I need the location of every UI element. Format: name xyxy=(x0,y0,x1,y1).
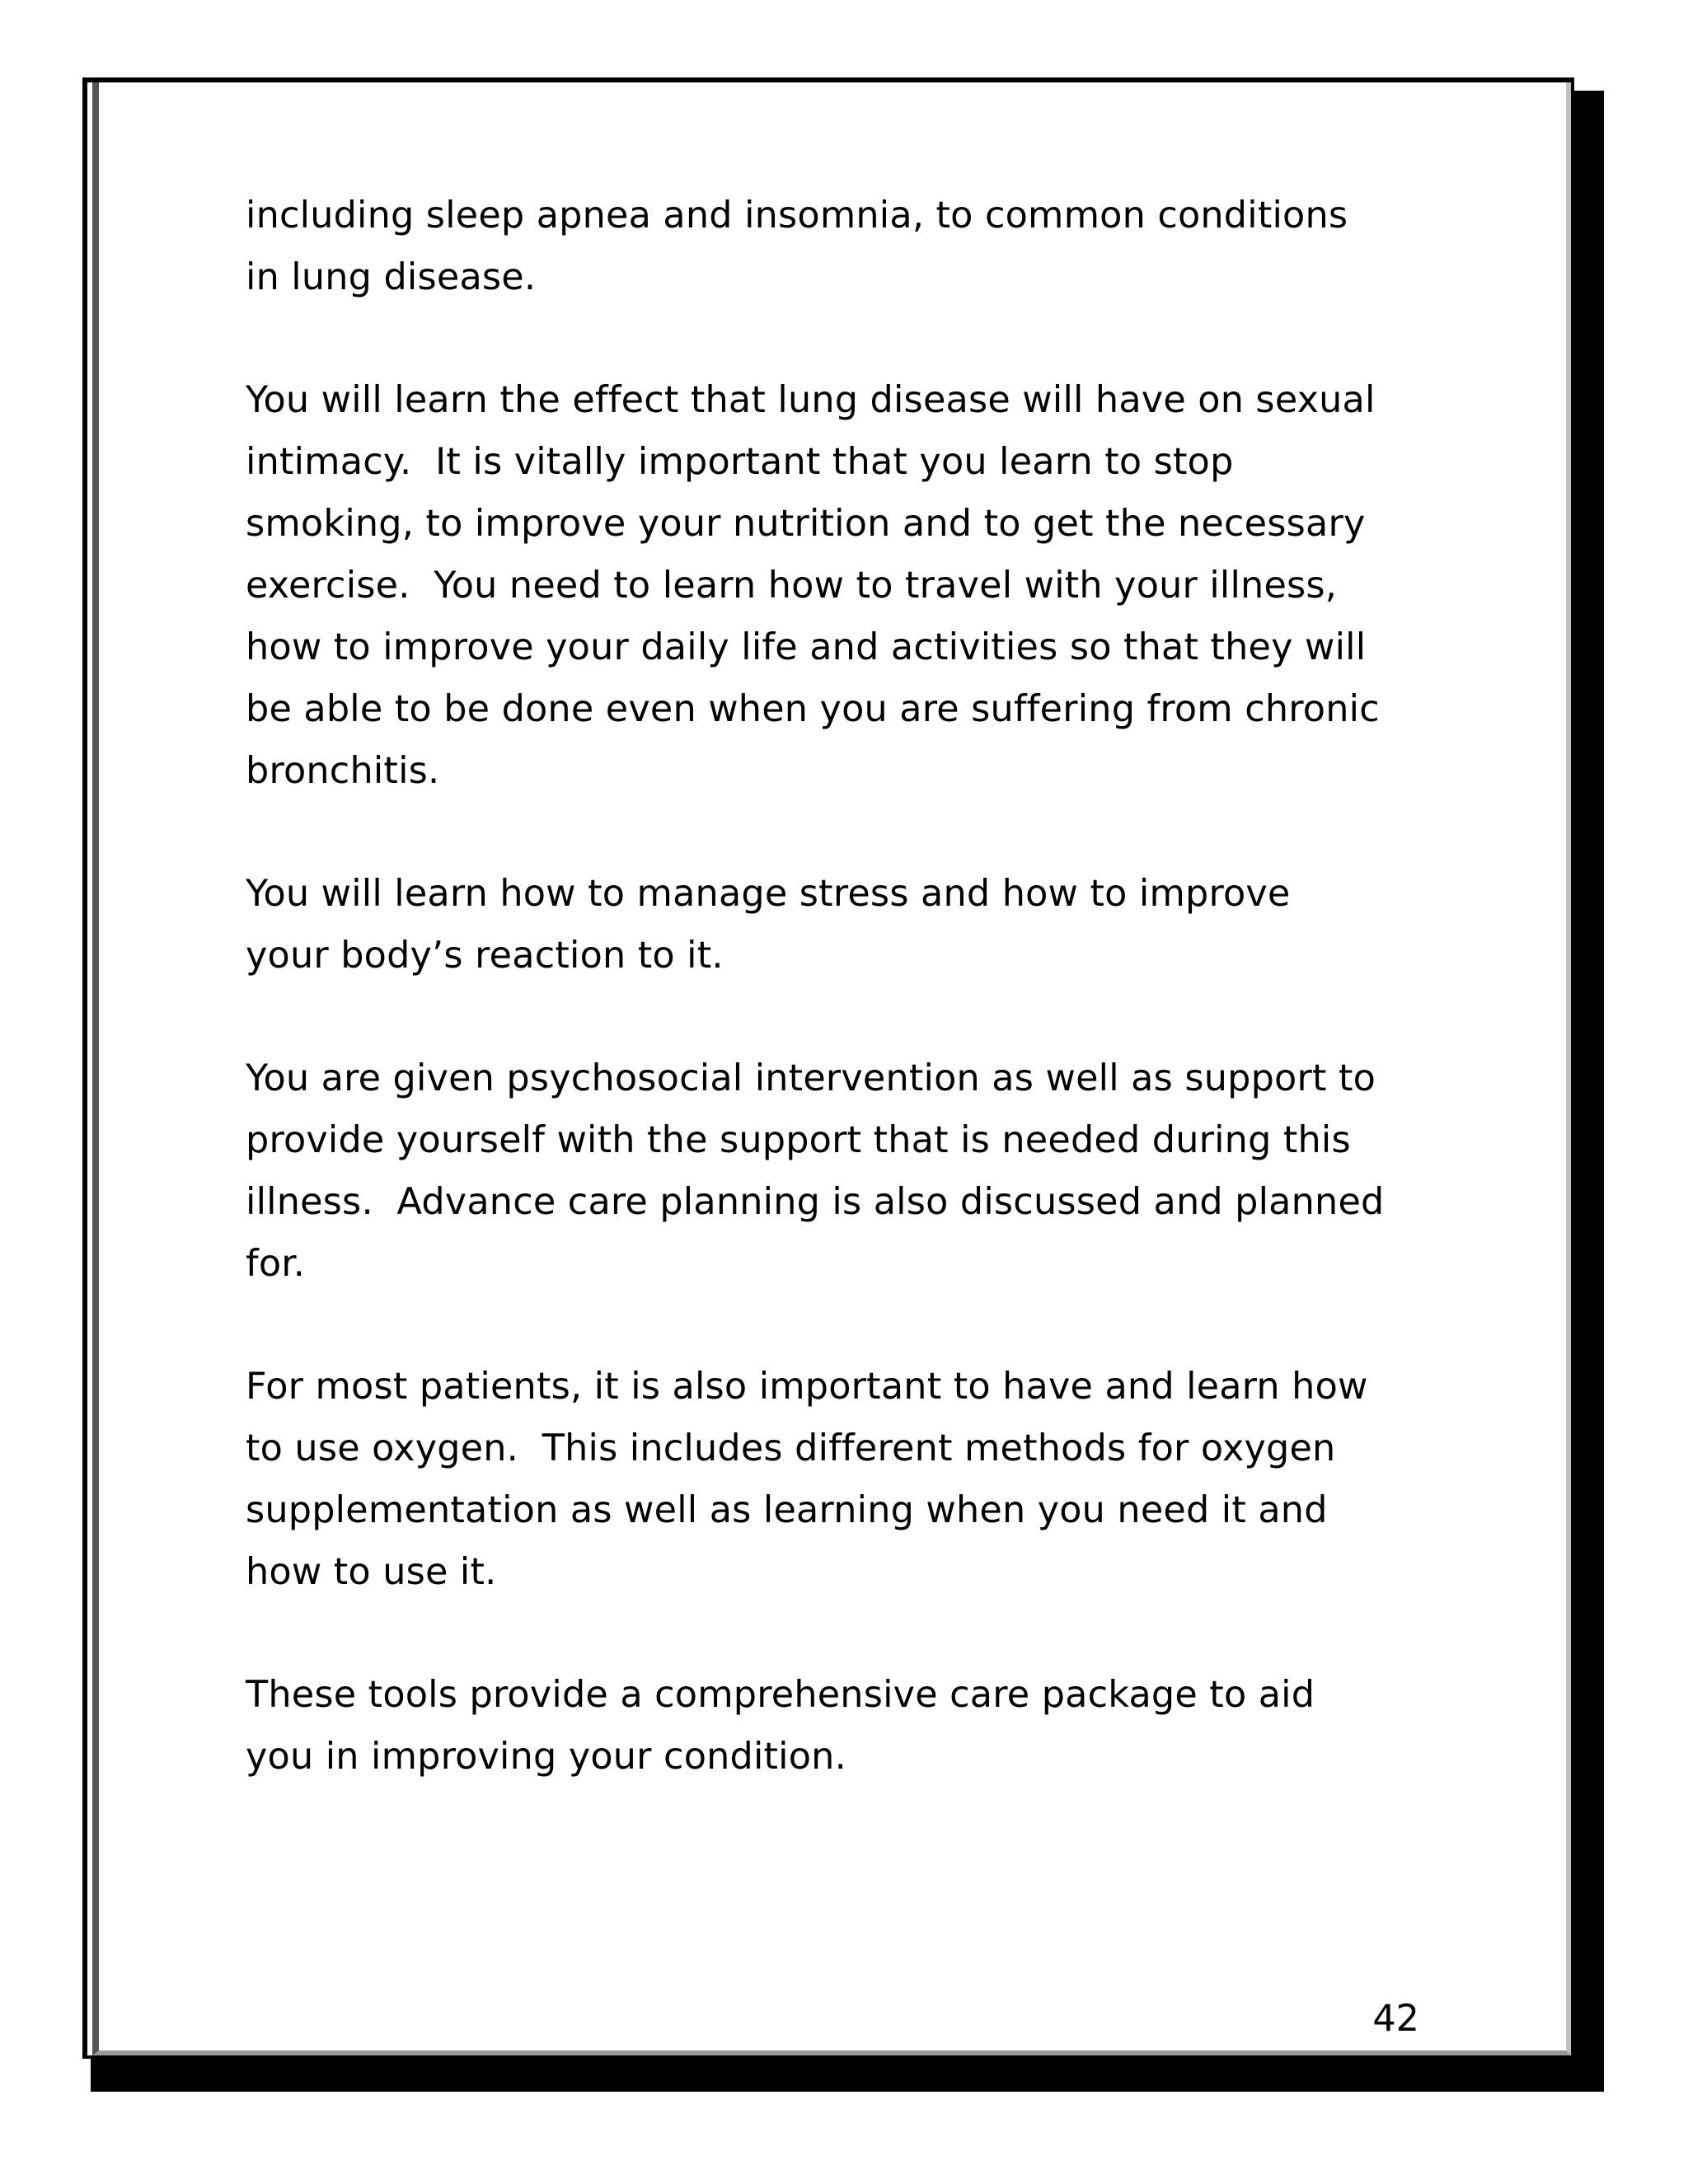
paragraph-sleep-conditions: including sleep apnea and insomnia, to common conditions in lung disease. xyxy=(246,194,1348,298)
paragraph-stress: You will learn how to manage stress and how to improve your body’s reaction to it. xyxy=(246,873,1291,977)
page-number: 42 xyxy=(1372,1998,1419,2040)
paragraph-psychosocial: You are given psychosocial intervention as well as support to provide yourself with the support that is needed during this illness. Advance care planning is also discussed and planned for. xyxy=(246,1057,1385,1285)
paragraph-oxygen: For most patients, it is also important to have and learn how to use oxygen. This includes different methods for oxygen supplementation as well as learning when you need it and how to use it. xyxy=(246,1366,1368,1593)
page-body xyxy=(246,185,1465,1849)
paragraph-care-package: These tools provide a comprehensive care package to aid you in improving your condition. xyxy=(246,1674,1315,1778)
paragraph-lifestyle: You will learn the effect that lung disease will have on sexual intimacy. It is vitally important that you learn to stop smoking, to improve your nutrition and to get the necessary exercise. You need to learn how to travel with your illness, how to improve your daily life and activities so that they will be able to be done even when you are suffering from chronic bronchitis. xyxy=(246,379,1380,792)
